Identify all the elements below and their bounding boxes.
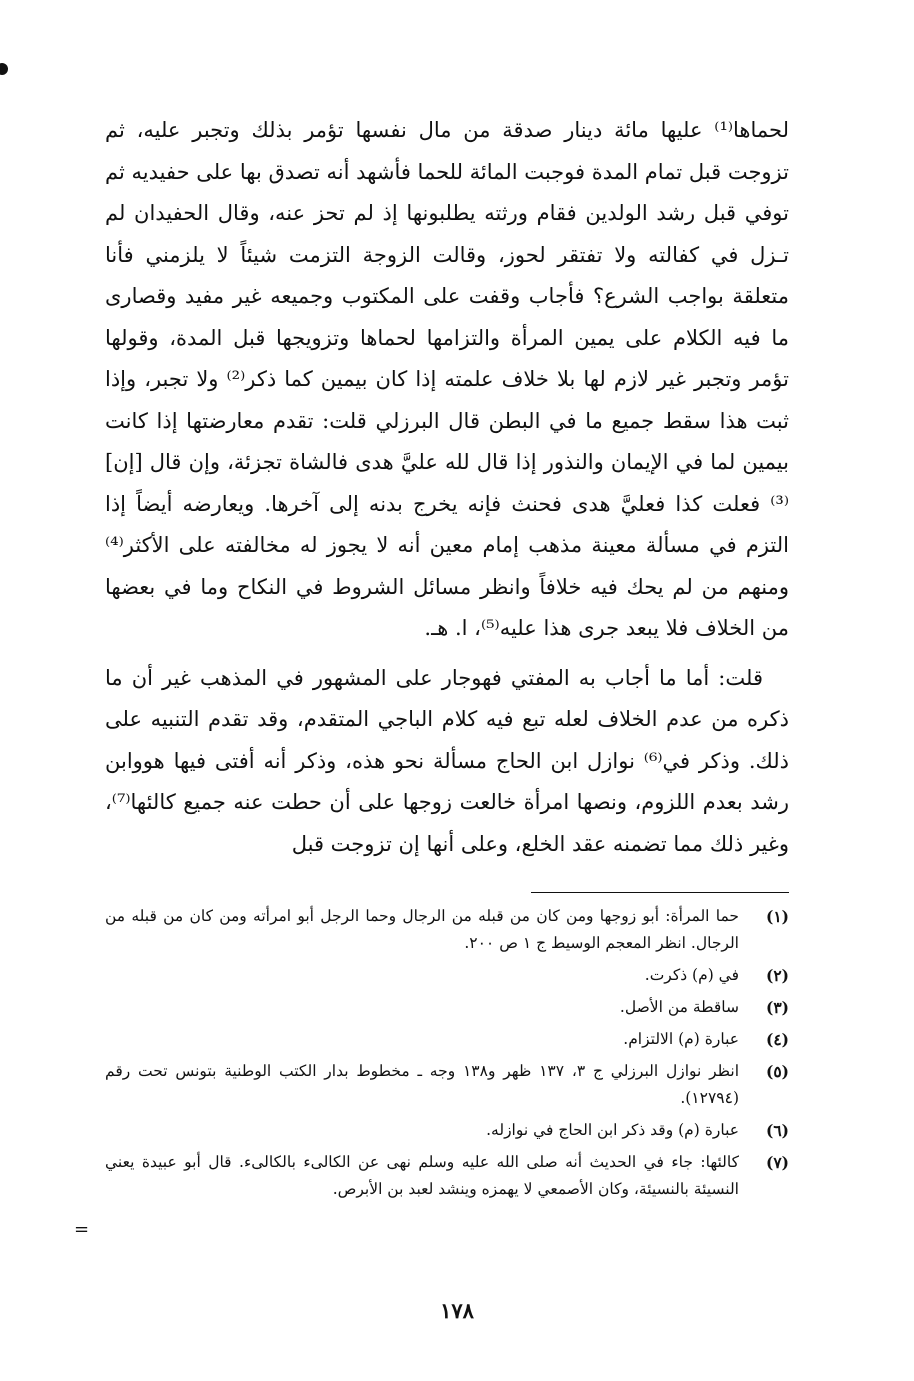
footnote-separator xyxy=(531,892,789,893)
body-paragraph-1: لحماها⁽¹⁾ عليها مائة دينار صدقة من مال نفسها تؤمر بذلك وتجبر عليه، ثم تزوجت قبل تمام المدة فوجبت المائة للحما فأشهد أنه تصدق بها على حفيديه ثم توفي قبل رشد الولدين فقام ورثته يطلبونها إذ لم تحز عنه، وقال الحفيدان لم تـزل في كفالته ولا تفتقر لحوز، وقالت الزوجة التزمت شيئاً لا يلزمني فأنا متعلقة بواجب الشرع؟ فأجاب وقفت على المكتوب وجميعه غير مفيد وقصارى ما فيه الكلام على يمين المرأة والتزامها لحماها وتزويجها قبل المدة، وقولها تؤمر وتجبر غير لازم لها بلا خلاف علمته إذا كان بيمين كما ذكر⁽²⁾ ولا تجبر، وإذا ثبت هذا سقط جميع ما في البطن قال البرزلي قلت: تقدم معارضتها إذا كانت بيمين لما في الإيمان والنذور إذا قال لله عليَّ هدى فالشاة تجزئة، وإن قال [إن]⁽³⁾ فعلت كذا فعليَّ هدى فحنث فإنه يخرج بدنه إلى آخرها. ويعارضه أيضاً إذا التزم في مسألة معينة مذهب إمام معين أنه لا يجوز له مخالفته على الأكثر⁽⁴⁾ ومنهم من لم يحك فيه خلافاً وانظر مسائل الشروط في النكاح وما في بعضها من الخلاف فلا يبعد جرى هذا عليه⁽⁵⁾، ا. هـ. xyxy=(104,118,789,640)
footnote-number: (٧) xyxy=(765,1153,789,1172)
footnotes-list xyxy=(105,903,789,1208)
footnote-5 xyxy=(105,1058,789,1112)
footnote-1 xyxy=(105,903,789,957)
body-paragraph-2: قلت: أما ما أجاب به المفتي فهوجار على المشهور في المذهب غير أن ما ذكره من عدم الخلاف لعله تبع فيه كلام الباجي المتقدم، وقد تقدم التنبيه على ذلك. وذكر في⁽⁶⁾ نوازل ابن الحاج مسألة نحو هذه، وذكر أنه أفتى فيها هووابن رشد بعدم اللزوم، ونصها امرأة خالعت زوجها على أن حطت عنه جميع كالئها⁽⁷⁾، وغير ذلك مما تضمنه عقد الخلع، وعلى أنها إن تزوجت قبل xyxy=(105,665,789,856)
footnote-text: عبارة (م) وقد ذكر ابن الحاج في نوازله. xyxy=(486,1121,739,1139)
footnote-text: انظر نوازل البرزلي ج ٣، ١٣٧ ظهر و١٣٨ وجه ـ مخطوط بدار الكتب الوطنية بتونس تحت رقم (١٢٧٩٤). xyxy=(105,1062,739,1107)
footnote-number: (٥) xyxy=(765,1062,789,1081)
footnote-4 xyxy=(105,1026,789,1053)
footnote-number: (٣) xyxy=(765,998,789,1017)
footnote-text: في (م) ذكرت. xyxy=(644,966,739,984)
footnote-2 xyxy=(105,962,789,989)
footnote-text: كالئها: جاء في الحديث أنه صلى الله عليه وسلم نهى عن الكالىء بالكالىء. قال أبو عبيدة يعني النسيئة بالنسيئة، وكان الأصمعي لا يهمزه وينشد لعبد بن الأبرص. xyxy=(105,1153,739,1198)
footnote-number: (٤) xyxy=(765,1030,789,1049)
footnote-number: (٢) xyxy=(765,966,789,985)
footnote-6 xyxy=(105,1117,789,1144)
footnote-3 xyxy=(105,994,789,1021)
footnote-text: عبارة (م) الالتزام. xyxy=(623,1030,739,1048)
footnote-number: (١) xyxy=(765,907,789,926)
footnote-number: (٦) xyxy=(765,1121,789,1140)
footnote-text: حما المرأة: أبو زوجها ومن كان من قبله من الرجال وحما الرجل أبو امرأته ومن كان من قبله من الرجال. انظر المعجم الوسيط ج ١ ص ٢٠٠. xyxy=(105,907,740,952)
footnote-text: ساقطة من الأصل. xyxy=(619,998,739,1016)
page-number: ١٧٨ xyxy=(440,1298,474,1323)
continuation-mark: = xyxy=(74,1219,90,1240)
footnote-7 xyxy=(105,1149,789,1203)
main-text-block xyxy=(105,110,789,865)
margin-ink-dot xyxy=(0,63,8,75)
